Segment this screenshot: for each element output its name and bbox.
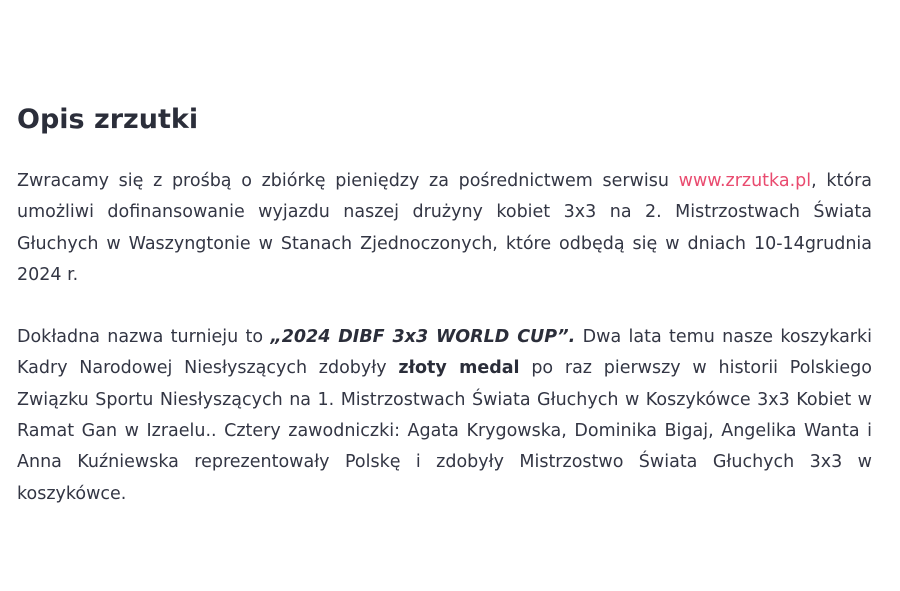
- description-section: [17, 100, 872, 510]
- section-title: Opis zrzutki: [17, 104, 199, 135]
- paragraph-2-text-end: po raz pierwszy w historii Polskiego Związku Sportu Niesłyszących na 1. Mistrzostwach Świata Głuchych w Koszykówce 3x3 Kobiet w Ramat Gan w Izraelu.. Cztery zawodniczki: Agata Krygowska, Dominika Bigaj, Angelika Wanta i Anna Kuźniewska reprezentowały Polskę i zdobyły Mistrzostwo Świata Głuchych 3x3 w koszykówce.: [17, 358, 872, 504]
- description-paragraph-1: [17, 166, 872, 291]
- paragraph-2-text-start: Dokładna nazwa turnieju to: [17, 327, 271, 348]
- zrzutka-link[interactable]: www.zrzutka.pl: [678, 171, 812, 191]
- paragraph-1-text-start: Zwracamy się z prośbą o zbiórkę pieniędzy za pośrednictwem serwisu: [17, 171, 679, 191]
- paragraph-1-text-end: , która umożliwi dofinansowanie wyjazdu naszej drużyny kobiet 3x3 na 2. Mistrzostwach Świata Głuchych w Waszyngtonie w Stanach Zjednoczonych, które odbędą się w dniach 10-14grudnia 2024 r.: [17, 171, 872, 285]
- description-paragraph-2: [17, 322, 872, 510]
- tournament-name: „2024 DIBF 3x3 WORLD CUP”.: [270, 327, 576, 348]
- paragraph-2-text-middle: Dwa lata temu nasze koszykarki Kadry Narodowej Niesłyszących zdobyły: [17, 327, 872, 379]
- gold-medal-text: złoty medal: [398, 358, 520, 379]
